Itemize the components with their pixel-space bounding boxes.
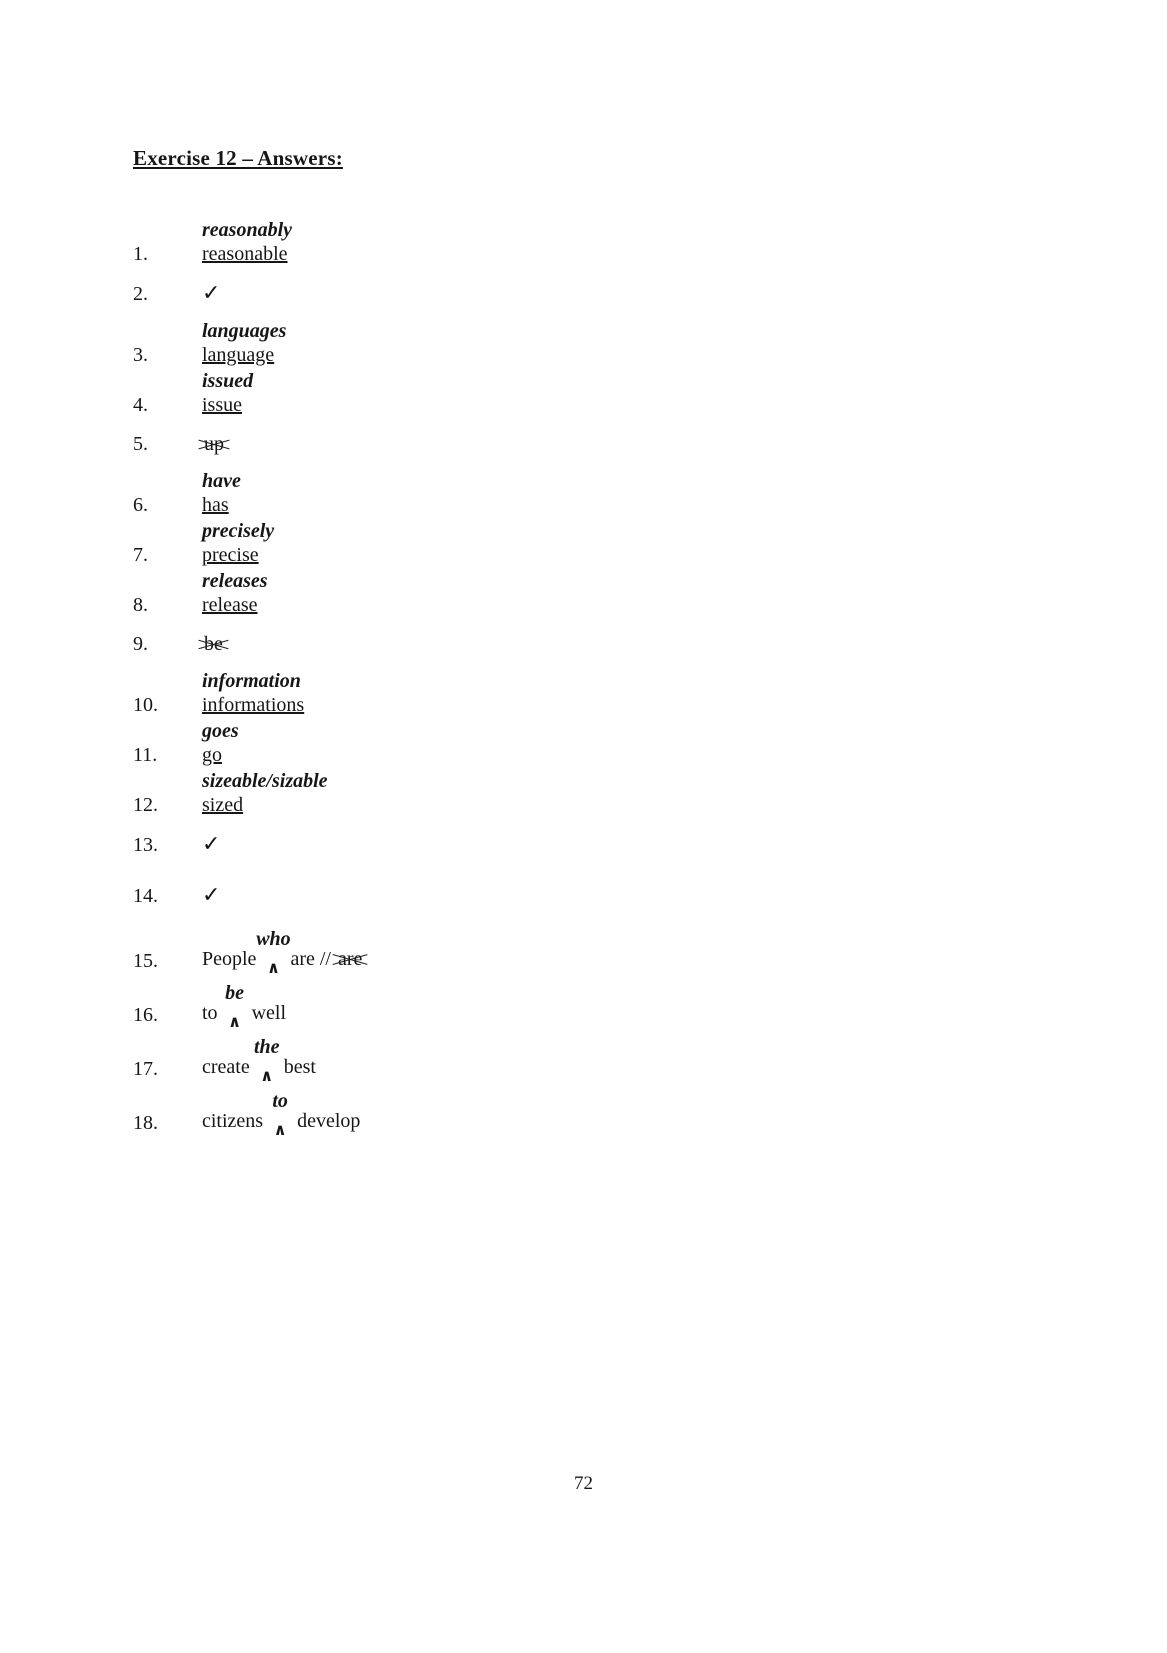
crossed-out-word: be: [204, 633, 223, 655]
item-number: 4.: [133, 394, 148, 416]
item-number: 17.: [133, 1058, 158, 1080]
answer-item: [133, 519, 1033, 567]
item-number: 7.: [133, 544, 148, 566]
answer-content: [202, 432, 226, 456]
check-mark-icon: ✓: [202, 831, 221, 856]
original-word: informations: [202, 694, 305, 716]
crossed-out-word: are: [337, 948, 363, 970]
answer-content: [202, 719, 239, 767]
answer-content: [202, 469, 241, 517]
item-number: 6.: [133, 494, 148, 516]
answer-content: [202, 1090, 361, 1139]
check-mark-icon: ✓: [202, 882, 221, 907]
answer-content: [202, 769, 328, 817]
original-word: sized: [202, 794, 244, 816]
answers-list: [133, 218, 1033, 1137]
original-word: language: [202, 344, 275, 366]
answer-item: [133, 769, 1033, 817]
check-mark-icon: ✓: [202, 280, 221, 305]
after-text: develop: [292, 1110, 361, 1132]
correction-word: goes: [202, 720, 239, 742]
insertion-point: [253, 1036, 280, 1085]
answer-item: [133, 268, 1033, 319]
before-text: to: [202, 1002, 223, 1024]
correction-word: to: [272, 1090, 288, 1112]
answer-content: [202, 832, 220, 857]
item-number: 15.: [133, 950, 158, 972]
answer-item: [133, 469, 1033, 517]
item-number: 2.: [133, 283, 148, 305]
before-text: People: [202, 948, 262, 970]
item-number: 8.: [133, 594, 148, 616]
correction-word: the: [253, 1036, 280, 1058]
page-title: Exercise 12 – Answers:: [133, 146, 343, 170]
answer-content: [202, 669, 304, 717]
item-number: 14.: [133, 885, 158, 907]
answer-content: [202, 928, 364, 977]
answer-item: [133, 870, 1033, 921]
after-text: are //: [285, 948, 331, 970]
answer-content: [202, 632, 225, 656]
answer-item: [133, 1083, 1033, 1139]
correction-word: information: [202, 670, 301, 692]
original-word: go: [202, 744, 222, 766]
answer-item: [133, 819, 1033, 870]
correction-word: who: [256, 928, 291, 950]
answer-content: [202, 519, 274, 567]
insertion-point: [256, 928, 291, 977]
before-text: citizens: [202, 1110, 269, 1132]
original-word: reasonable: [202, 243, 288, 265]
answer-content: [202, 369, 253, 417]
answer-content: [202, 1036, 316, 1085]
item-number: 13.: [133, 834, 158, 856]
answer-item: [133, 218, 1033, 266]
crossed-out-word: up: [204, 433, 224, 455]
after-text: best: [278, 1056, 316, 1078]
answer-item: [133, 569, 1033, 617]
answer-item: [133, 369, 1033, 417]
page-number: 72: [574, 1473, 593, 1494]
answer-item: [133, 1029, 1033, 1085]
after-text: well: [246, 1002, 286, 1024]
item-number: 12.: [133, 794, 158, 816]
answer-item: [133, 669, 1033, 717]
answer-content: [202, 319, 286, 367]
correction-word: languages: [202, 320, 287, 342]
answer-content: [202, 883, 220, 908]
answer-content: [202, 982, 286, 1031]
answer-item: [133, 419, 1033, 469]
item-number: 3.: [133, 344, 148, 366]
answer-item: [133, 619, 1033, 669]
item-number: 16.: [133, 1004, 158, 1026]
insertion-point: [223, 982, 247, 1031]
insertion-point: [268, 1090, 292, 1139]
correction-word: be: [225, 982, 245, 1004]
item-number: 11.: [133, 744, 158, 766]
correction-word: reasonably: [202, 219, 292, 241]
insertion-caret-icon: ∧: [228, 1014, 242, 1031]
correction-word: have: [202, 470, 241, 492]
item-number: 9.: [133, 633, 148, 655]
correction-word: sizeable/sizable: [202, 770, 328, 792]
original-word: issue: [202, 394, 242, 416]
answer-item: [133, 975, 1033, 1031]
answer-item: [133, 921, 1033, 977]
answer-content: [202, 281, 220, 306]
answer-content: [202, 218, 292, 266]
item-number: 18.: [133, 1112, 158, 1134]
insertion-caret-icon: ∧: [273, 1122, 287, 1139]
correction-word: issued: [202, 370, 254, 392]
answer-item: [133, 319, 1033, 367]
item-number: 10.: [133, 694, 158, 716]
answer-content: [202, 569, 268, 617]
correction-word: precisely: [202, 520, 275, 542]
before-text: create: [202, 1056, 255, 1078]
item-number: 5.: [133, 433, 148, 455]
original-word: release: [202, 594, 258, 616]
insertion-caret-icon: ∧: [260, 1068, 274, 1085]
original-word: has: [202, 494, 229, 516]
item-number: 1.: [133, 243, 148, 265]
correction-word: releases: [202, 570, 268, 592]
insertion-caret-icon: ∧: [266, 960, 280, 977]
original-word: precise: [202, 544, 259, 566]
answer-item: [133, 719, 1033, 767]
